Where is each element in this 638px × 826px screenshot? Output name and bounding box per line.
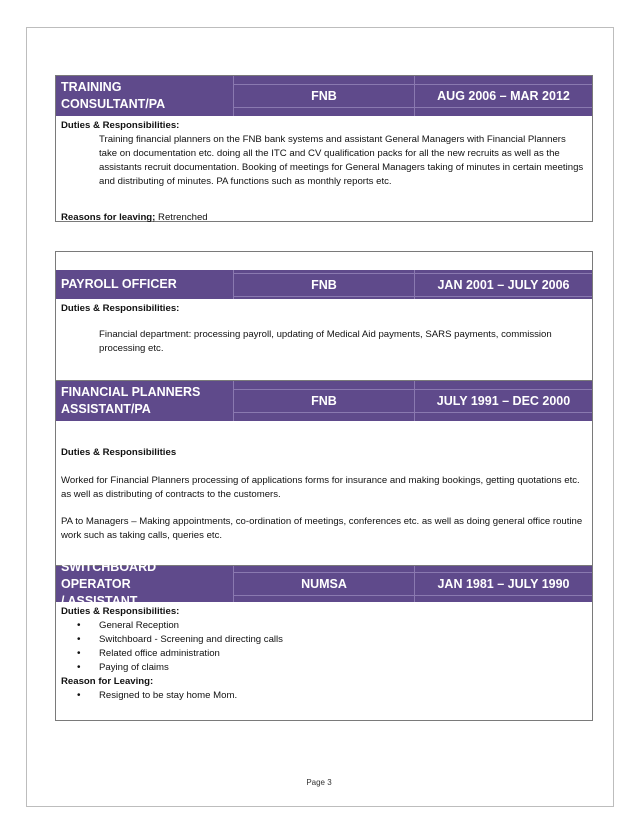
job-title-line1: TRAINING (61, 80, 122, 94)
page-number: Page 3 (306, 778, 332, 787)
duties-label: Duties & Responsibilities: (61, 120, 180, 131)
list-item: • Related office administration (61, 647, 587, 661)
job-title-line2: / ASSISTANT (61, 593, 138, 608)
job-period: AUG 2006 – MAR 2012 (415, 84, 592, 108)
leaving-text: Retrenched (155, 212, 208, 223)
job-body (56, 299, 592, 360)
job-title (56, 559, 234, 608)
job-header (56, 559, 592, 608)
duties-label: Duties & Responsibilities: (61, 303, 180, 314)
leaving-list (61, 689, 587, 703)
list-item: • General Reception (61, 619, 587, 633)
job-body (56, 116, 592, 229)
job-title-line1: SWITCHBOARD OPERATOR (61, 559, 157, 591)
duties-text: Financial department: processing payroll, updating of Medical Aid payments, SARS payments, commission processing etc. (99, 329, 552, 354)
job-employer: FNB (234, 389, 414, 413)
job-entry-training-consultant (55, 75, 593, 222)
job-title-line1: FINANCIAL PLANNERS (61, 385, 201, 399)
job-title-line2: CONSULTANT/PA (61, 97, 166, 111)
job-body (56, 421, 592, 547)
job-employer: NUMSA (234, 572, 414, 596)
leaving-label: Reasons for leaving; (61, 212, 156, 223)
job-employer: FNB (234, 84, 414, 108)
job-header (56, 76, 592, 116)
duties-list (61, 619, 587, 675)
job-title-line1: PAYROLL OFFICER (61, 277, 177, 291)
leaving-line (61, 211, 587, 225)
list-item: • Paying of claims (61, 661, 587, 675)
job-body (56, 602, 592, 707)
duties-label: Duties & Responsibilities (61, 447, 177, 458)
job-period: JAN 1981 – JULY 1990 (415, 572, 592, 596)
job-period: JULY 1991 – DEC 2000 (415, 389, 592, 413)
job-period: JAN 2001 – JULY 2006 (415, 273, 592, 297)
list-item: • Resigned to be stay home Mom. (61, 689, 587, 703)
job-employer: FNB (234, 273, 414, 297)
job-header (56, 381, 592, 421)
duties-paragraph: PA to Managers – Making appointments, co-ordination of meetings, conferences etc. as well as doing general office routine work such as taking calls, queries etc. (61, 516, 583, 541)
leaving-label: Reason for Leaving: (61, 676, 154, 687)
duties-text: Training financial planners on the FNB bank systems and assistant General Managers with Financial Planners take on documentation etc. doing all the ITC and CV qualification packs for all the new recruits as well as the assistants recruit documentation. Booking of meetings for General Managers taking of minutes in certain meetings and distributing of minutes. PA functions such as monthly reports etc. (99, 134, 584, 187)
job-entry-payroll-officer (55, 251, 593, 721)
duties-paragraph: Worked for Financial Planners processing of applications forms for insurance and making bookings, getting quotations etc. as well as distributing of contracts to the customers. (61, 475, 580, 500)
job-title-line2: ASSISTANT/PA (61, 402, 151, 416)
duties-label: Duties & Responsibilities: (61, 606, 180, 617)
job-title (56, 270, 234, 299)
list-item: • Switchboard - Screening and directing calls (61, 633, 587, 647)
job-title (56, 381, 234, 421)
job-header (56, 270, 592, 299)
job-title (56, 76, 234, 116)
